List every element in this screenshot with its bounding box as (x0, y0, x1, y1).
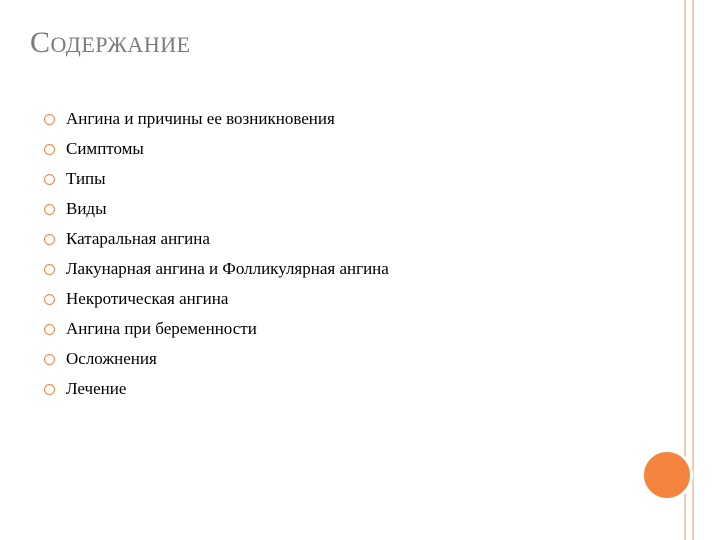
list-item (44, 374, 389, 404)
slide-title-initial: С (30, 26, 51, 59)
list-item-text: Ангина и причины ее возникновения (66, 109, 335, 128)
list-item (44, 314, 389, 344)
circle-outline-icon (44, 354, 55, 365)
contents-list (44, 104, 389, 404)
list-item-text: Типы (66, 169, 106, 188)
circle-outline-icon (44, 234, 55, 245)
slide-title (30, 26, 191, 60)
list-item-text: Катаральная ангина (66, 229, 210, 248)
circle-outline-icon (44, 294, 55, 305)
slide-title-rest: ОДЕРЖАНИЕ (50, 32, 191, 57)
circle-outline-icon (44, 114, 55, 125)
list-item-text: Виды (66, 199, 107, 218)
list-item (44, 164, 389, 194)
circle-outline-icon (44, 384, 55, 395)
circle-outline-icon (44, 204, 55, 215)
list-item (44, 344, 389, 374)
circle-outline-icon (44, 174, 55, 185)
circle-outline-icon (44, 264, 55, 275)
list-item-text: Лакунарная ангина и Фолликулярная ангина (66, 259, 389, 278)
list-item-text: Некротическая ангина (66, 289, 229, 308)
frame-line-right (692, 0, 694, 540)
circle-outline-icon (44, 144, 55, 155)
list-item-text: Лечение (66, 379, 127, 398)
list-item (44, 284, 389, 314)
list-item (44, 194, 389, 224)
list-item (44, 224, 389, 254)
list-item (44, 254, 389, 284)
circle-outline-icon (44, 324, 55, 335)
list-item (44, 134, 389, 164)
list-item-text: Ангина при беременности (66, 319, 257, 338)
list-item-text: Осложнения (66, 349, 157, 368)
list-item (44, 104, 389, 134)
list-item-text: Симптомы (66, 139, 144, 158)
accent-circle (641, 449, 693, 501)
